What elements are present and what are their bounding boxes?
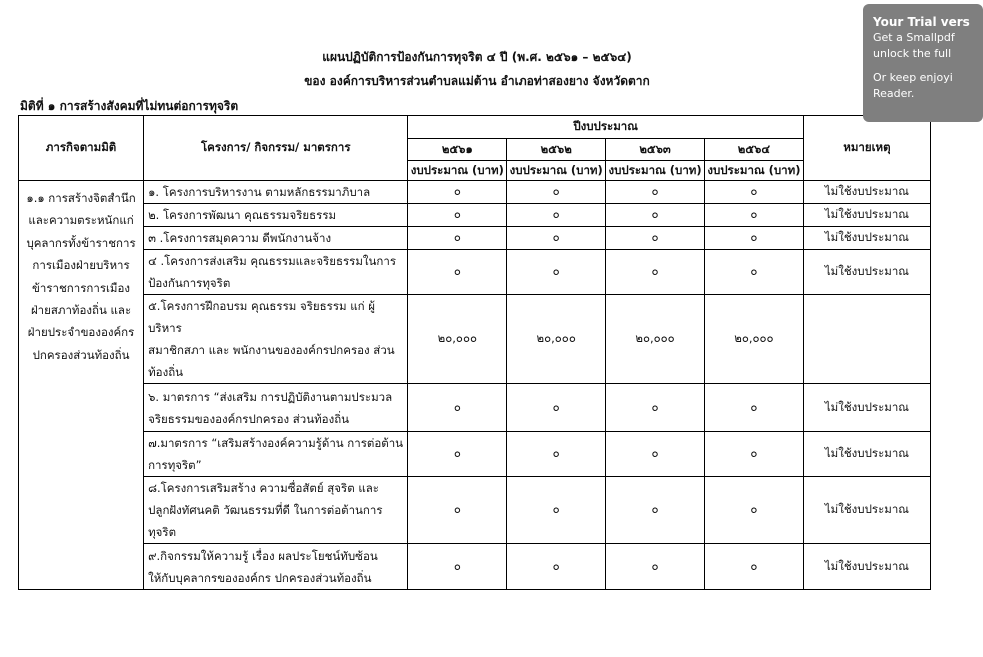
trial-text: Reader. [873,87,915,100]
project-cell [144,227,408,250]
project-line: ให้กับบุคลากรขององค์กร ปกครองส่วนท้องถิ่น [148,570,372,585]
project-cell [144,181,408,204]
budget-value-cell: ๐ [408,227,507,250]
header-year: ๒๕๖๔ [704,139,803,161]
project-line: ๕.โครงการฝึกอบรม คุณธรรม จริยธรรม แก่ ผู้บริหาร [148,299,376,335]
project-line: ๑. โครงการบริหารงาน ตามหลักธรรมาภิบาล [148,185,371,199]
note-cell: ไม่ใช้งบประมาณ [803,477,930,544]
mission-cell [19,181,144,590]
trial-notice[interactable] [863,4,983,122]
mission-line: บุคลากรทั้งข้าราชการ [26,235,136,250]
project-line: ป้องกันการทุจริต [148,276,231,290]
project-cell [144,295,408,384]
budget-value-cell: ๐ [408,477,507,544]
budget-value-cell: ๐ [704,384,803,432]
budget-value-cell: ๐ [408,432,507,477]
project-cell [144,384,408,432]
budget-value-cell: ๐ [507,432,606,477]
document-subtitle: ของ องค์การบริหารส่วนตำบลแม่ต้าน อำเภอท่าสองยาง จังหวัดตาก [304,74,650,88]
budget-value-cell: ๐ [606,181,705,204]
table-row [19,181,931,204]
project-line: ๓ .โครงการสมุดความ ดีพนักงานจ้าง [148,231,332,245]
note-cell [803,295,930,384]
budget-value-cell: ๐ [606,250,705,295]
budget-value-cell: ๐ [507,384,606,432]
note-cell: ไม่ใช้งบประมาณ [803,204,930,227]
header-budget-unit: งบประมาณ (บาท) [408,161,507,181]
table-row [19,250,931,295]
note-cell: ไม่ใช้งบประมาณ [803,384,930,432]
table-row [19,227,931,250]
project-line: จริยธรรมขององค์กรปกครอง ส่วนท้องถิ่น [148,411,350,426]
table-body [19,181,931,590]
note-cell: ไม่ใช้งบประมาณ [803,227,930,250]
header-year: ๒๕๖๓ [606,139,705,161]
mission-line: ฝ่ายประจำขององค์กร [27,325,135,340]
budget-value-cell: ๐ [704,227,803,250]
budget-value-cell: ๐ [606,384,705,432]
table-row [19,204,931,227]
budget-value-cell: ๐ [408,250,507,295]
project-line: ๖. มาตรการ “ส่งเสริม การปฏิบัติงานตามประมวล [148,389,393,404]
project-cell [144,477,408,544]
header-mission: ภารกิจตามมิติ [19,116,144,181]
budget-value-cell: ๐ [606,432,705,477]
mission-line: ๑.๑ การสร้างจิตสำนึก [26,191,136,205]
budget-value-cell: ๐ [704,432,803,477]
table-row [19,477,931,544]
budget-value-cell: ๐ [704,477,803,544]
trial-title: Your Trial vers [873,15,970,29]
project-line: ๙.กิจกรรมให้ความรู้ เรื่อง ผลประโยชน์ทับซ้อน [148,548,378,563]
project-cell [144,204,408,227]
budget-value-cell: ๐ [606,227,705,250]
mission-line: การเมืองฝ่ายบริหาร [32,258,130,273]
plan-table [18,115,931,590]
note-cell: ไม่ใช้งบประมาณ [803,544,930,590]
mission-line: ข้าราชการการเมือง [32,280,131,295]
project-line: ๗.มาตรการ “เสริมสร้างองค์ความรู้ด้าน การต่อต้าน [148,436,404,450]
budget-value-cell: ๐ [606,544,705,590]
budget-value-cell: ๒๐,๐๐๐ [408,295,507,384]
project-line: สมาชิกสภา และ พนักงานขององค์กรปกครอง ส่วน [148,343,395,357]
budget-value-cell: ๐ [408,181,507,204]
note-cell: ไม่ใช้งบประมาณ [803,181,930,204]
budget-value-cell: ๐ [507,181,606,204]
budget-value-cell: ๐ [606,204,705,227]
table-row [19,295,931,384]
budget-value-cell: ๐ [704,181,803,204]
note-cell: ไม่ใช้งบประมาณ [803,432,930,477]
budget-value-cell: ๐ [408,384,507,432]
header-project: โครงการ/ กิจกรรม/ มาตรการ [144,116,408,181]
trial-text: unlock the full [873,47,952,60]
budget-value-cell: ๐ [507,250,606,295]
table-row [19,432,931,477]
budget-value-cell: ๐ [408,204,507,227]
project-line: ๒. โครงการพัฒนา คุณธรรมจริยธรรม [148,208,337,222]
budget-value-cell: ๐ [704,250,803,295]
project-line: การทุจริต” [148,458,202,472]
trial-text: Get a Smallpdf [873,31,955,44]
table-row [19,544,931,590]
budget-value-cell: ๐ [606,477,705,544]
header-note: หมายเหตุ [803,116,930,181]
mission-line: และความตระหนักแก่ [28,213,134,228]
mission-line: ฝ่ายสภาท้องถิ่น และ [30,303,132,318]
dimension-heading: มิติที่ ๑ การสร้างสังคมที่ไม่ทนต่อการทุจริต [20,99,239,113]
project-cell [144,250,408,295]
budget-value-cell: ๐ [704,544,803,590]
mission-line: ปกครองส่วนท้องถิ่น [32,347,130,362]
budget-value-cell: ๐ [507,544,606,590]
trial-text: Or keep enjoyi [873,71,953,84]
document-title: แผนปฏิบัติการป้องกันการทุจริต ๔ ปี (พ.ศ. ๒๕๖๑ – ๒๕๖๔) [322,50,632,64]
header-budget-unit: งบประมาณ (บาท) [507,161,606,181]
project-line: ปลูกฝังทัศนคติ วัฒนธรรมที่ดี ในการต่อต้านการทุจริต [148,503,383,539]
header-budget-unit: งบประมาณ (บาท) [704,161,803,181]
budget-value-cell: ๒๐,๐๐๐ [507,295,606,384]
budget-value-cell: ๐ [408,544,507,590]
budget-value-cell: ๐ [507,204,606,227]
project-line: ๘.โครงการเสริมสร้าง ความซื่อสัตย์ สุจริต และ [148,481,379,495]
note-cell: ไม่ใช้งบประมาณ [803,250,930,295]
budget-value-cell: ๒๐,๐๐๐ [606,295,705,384]
header-year: ๒๕๖๑ [408,139,507,161]
project-cell [144,432,408,477]
budget-value-cell: ๒๐,๐๐๐ [704,295,803,384]
project-line: ๔ .โครงการส่งเสริม คุณธรรมและจริยธรรมในการ [148,254,396,268]
budget-value-cell: ๐ [507,227,606,250]
header-budget-unit: งบประมาณ (บาท) [606,161,705,181]
budget-value-cell: ๐ [507,477,606,544]
budget-value-cell: ๐ [704,204,803,227]
project-cell [144,544,408,590]
project-line: ท้องถิ่น [148,365,184,379]
table-row [19,384,931,432]
header-budget-years: ปีงบประมาณ [408,116,803,139]
header-year: ๒๕๖๒ [507,139,606,161]
